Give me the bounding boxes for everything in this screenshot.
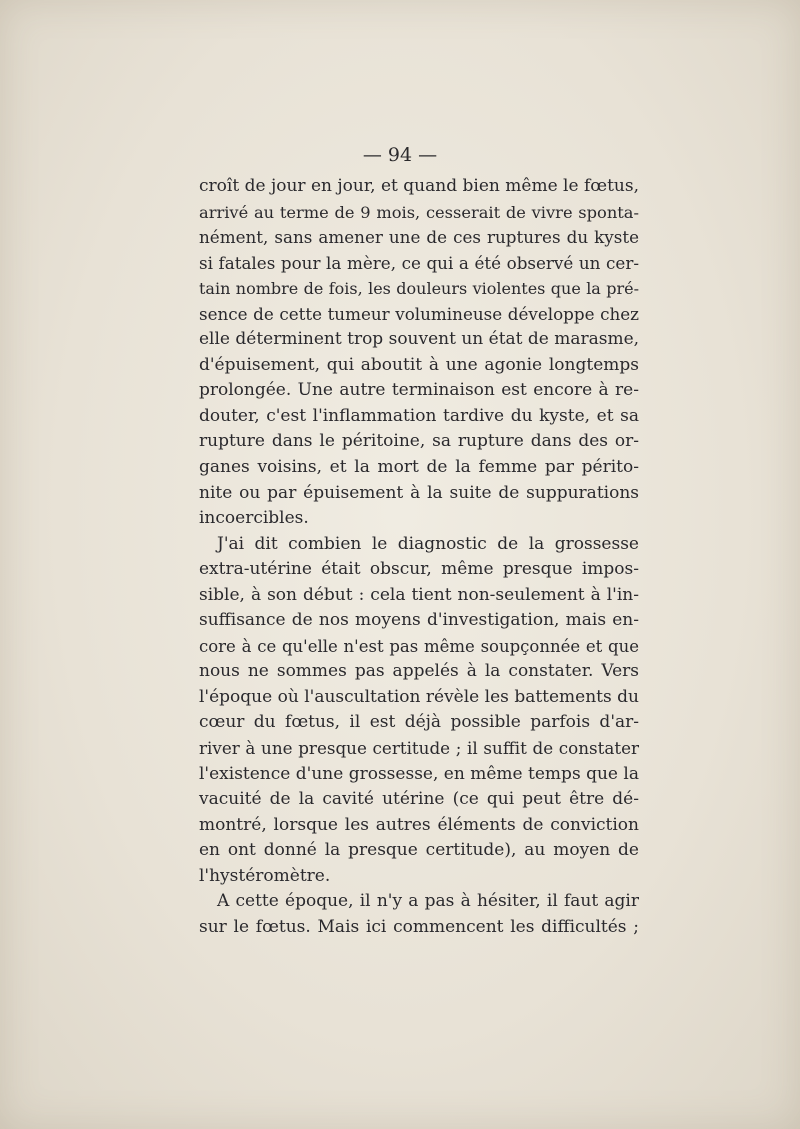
text-line: sence de cette tumeur volumineuse développe chez: [199, 303, 639, 324]
text-line: incoercibles.: [199, 508, 309, 529]
text-line: en ont donné la presque certitude), au moyen de: [199, 840, 639, 861]
text-line: rupture dans le péritoine, sa rupture dans des or-: [199, 431, 639, 452]
text-line: sur le fœtus. Mais ici commencent les difficultés ;: [199, 916, 639, 937]
text-line: sible, à son début : cela tient non-seulement à l'in-: [199, 584, 639, 605]
text-line: extra-utérine était obscur, même presque impos-: [199, 559, 639, 580]
text-line: si fatales pour la mère, ce qui a été observé un cer-: [199, 252, 639, 273]
text-line: nément, sans amener une de ces ruptures du kyste: [199, 227, 639, 248]
text-line: l'existence d'une grossesse, en même temps que la: [199, 763, 639, 784]
text-line: vacuité de la cavité utérine (ce qui peut être dé-: [199, 789, 639, 810]
text-line: A cette époque, il n'y a pas à hésiter, il faut agir: [217, 891, 639, 912]
page-number: — 94 —: [362, 144, 438, 166]
text-line: nite ou par épuisement à la suite de suppurations: [199, 482, 639, 503]
text-line: croît de jour en jour, et quand bien même le fœtus,: [199, 176, 639, 196]
text-line: nous ne sommes pas appelés à la constater. Vers: [199, 661, 639, 682]
text-line: montré, lorsque les autres éléments de conviction: [199, 814, 639, 835]
text-line: arrivé au terme de 9 mois, cesserait de vivre sponta-: [199, 202, 639, 222]
text-line: l'époque où l'auscultation révèle les battements du: [199, 686, 639, 707]
text-line: prolongée. Une autre terminaison est encore à re-: [199, 380, 639, 401]
text-line: river à une presque certitude ; il suffit de constater: [199, 738, 639, 759]
text-line: d'épuisement, qui aboutit à une agonie longtemps: [199, 354, 639, 375]
text-line: suffisance de nos moyens d'investigation, mais en-: [199, 610, 639, 631]
text-line: cœur du fœtus, il est déjà possible parfois d'ar-: [199, 712, 639, 733]
text-line: douter, c'est l'inflammation tardive du kyste, et sa: [199, 405, 639, 426]
text-line: ganes voisins, et la mort de la femme par périto-: [199, 457, 639, 478]
text-line: elle déterminent trop souvent un état de marasme,: [199, 329, 640, 350]
text-line: J'ai dit combien le diagnostic de la grossesse: [217, 533, 639, 554]
text-line: core à ce qu'elle n'est pas même soupçonnée et que: [199, 636, 639, 656]
text-line: l'hystéromètre.: [199, 865, 331, 886]
text-line: tain nombre de fois, les douleurs violentes que la pré-: [199, 279, 639, 299]
body-text: [199, 174, 639, 940]
